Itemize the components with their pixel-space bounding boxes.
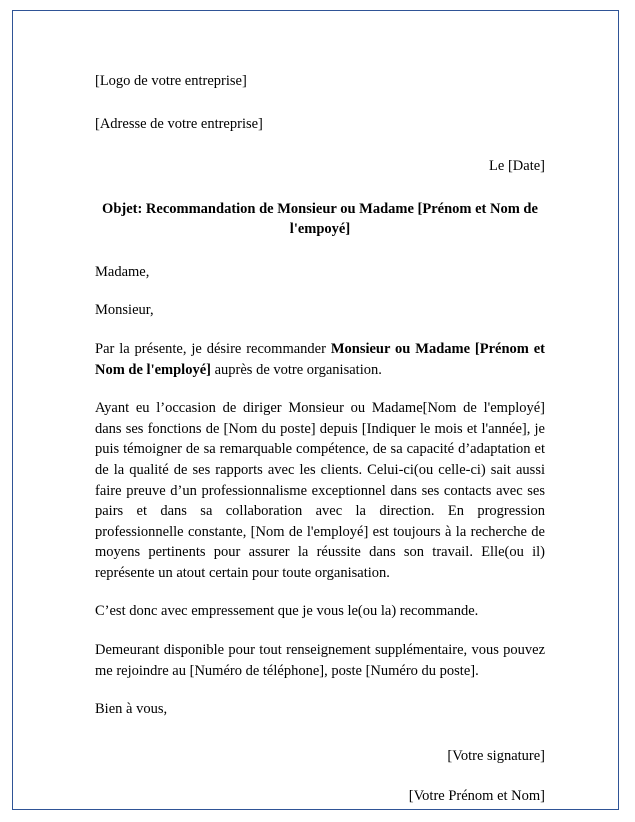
closing-line: Bien à vous, (95, 701, 168, 718)
subject-line: Objet: Recommandation de Monsieur ou Madame [Prénom et Nom de l'empoyé] (102, 200, 538, 238)
salutation-monsieur: Monsieur, (95, 302, 154, 319)
logo-placeholder: [Logo de votre entreprise] (95, 73, 247, 89)
signature-placeholder: [Votre signature] (447, 747, 545, 764)
salutation-madame: Madame, (95, 263, 150, 280)
body-paragraph: Ayant eu l’occasion de diriger Monsieur ou Madame[Nom de l'employé] dans ses fonctions de [Nom du poste] depuis [Indiquer le mois et l'année], je puis témoigner de sa remarquable compétence, de sa capacité d’adaptation et de la qualité de ses rapports avec les clients. Celui-ci(ou celle-ci) sait aussi faire preuve d’un professionnalisme exceptionnel dans ses contacts avec ses pairs et dans sa collaboration avec la direction. En progression professionnelle constante, [Nom de l'employé] est toujours à la recherche de moyens pertinents pour assurer la réussite dans son travail. Elle(ou il) représente un atout certain pour toute organisation. (95, 400, 545, 581)
intro-bold-name: Monsieur ou Madame [Prénom et Nom de l'employé] (95, 341, 545, 378)
intro-paragraph (95, 339, 545, 380)
recommendation-paragraph: C’est donc avec empressement que je vous le(ou la) recommande. (95, 603, 479, 620)
availability-paragraph: Demeurant disponible pour tout renseignement supplémentaire, vous pouvez me rejoindre au [Numéro de téléphone], poste [Numéro du poste]. (95, 641, 545, 679)
company-address-placeholder: [Adresse de votre entreprise] (95, 115, 263, 132)
letter-content (95, 71, 545, 807)
date-line: Le [Date] (489, 158, 545, 175)
intro-suffix: auprès de votre organisation. (210, 361, 382, 378)
document-page (12, 10, 619, 810)
sender-name-placeholder: [Votre Prénom et Nom] (408, 788, 545, 805)
intro-prefix: Par la présente, je désire recommander (95, 341, 331, 358)
